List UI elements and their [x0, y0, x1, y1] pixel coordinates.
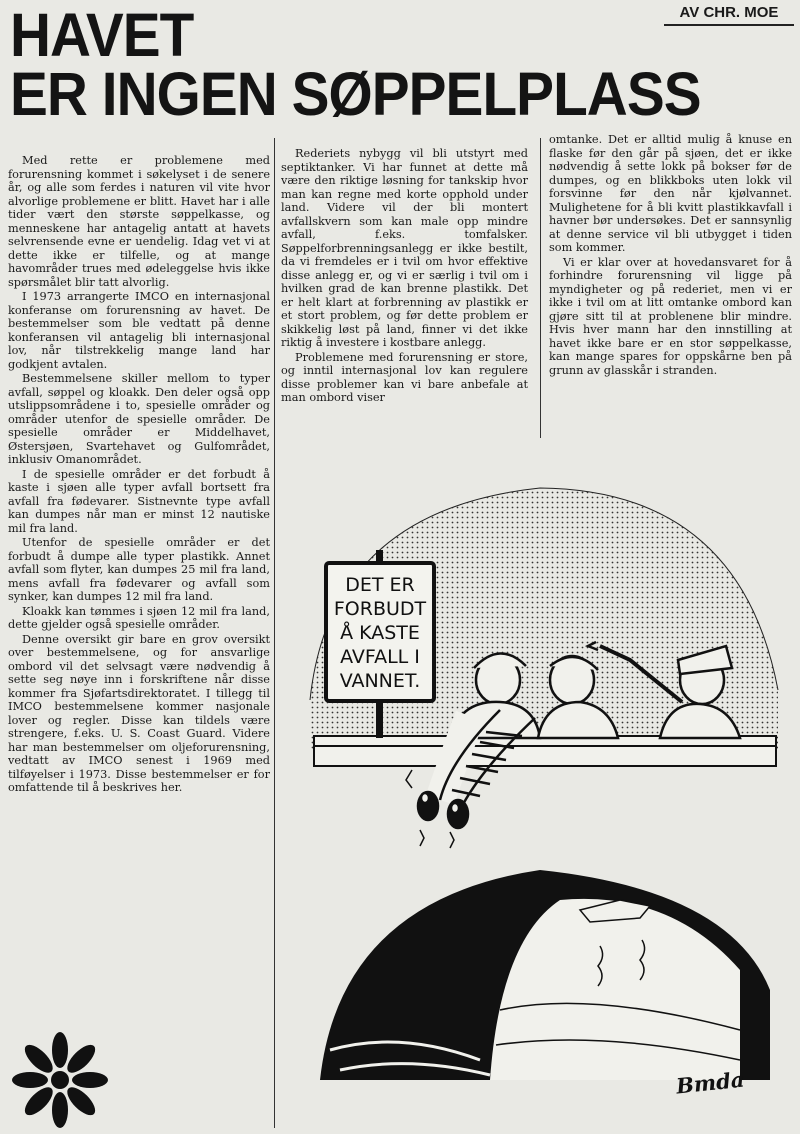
sign-line: FORBUDT	[333, 598, 427, 620]
cartoon-illustration	[300, 470, 790, 1100]
cartoonist-signature: Bmda	[674, 1066, 746, 1099]
sign-line: VANNET.	[339, 670, 421, 692]
sign-line: DET ER	[345, 574, 415, 596]
ship-railing	[314, 736, 776, 766]
headline-line-1: HAVET	[10, 1, 194, 69]
paragraph: omtanke. Det er alltid mulig å knuse en flaske før den går på sjøen, det er ikke nødvendig å sette lokk på bokser før de dumpes, og en blikkboks uten lokk vil forsvinne før den når kjølvannet. Mulighetene for å bli kvitt plastikkavfall i havner bør undersøkes. Det er sannsynlig at denne service vil bli utbygget i tiden som kommer.	[549, 133, 792, 254]
paragraph: Problemene med forurensning er store, og inntil internasjonal lov kan regulere disse problemer kan vi bare anbefale at man ombord viser	[281, 350, 528, 404]
paragraph: Denne oversikt gir bare en grov oversikt over bestemmelsene, og for ansvarlige ombord vil det selvsagt være nødvendig å sette seg nøye inn i forskriftene når disse kommer fra Sjøfartsdirektoratet. I tillegg til IMCO bestemmelsene kommer nasjonale lover og regler. Disse kan tildels være strengere, f.eks. U. S. Coast Guard. Videre har man bestemmelser om oljeforurensning, vedtatt av IMCO senest i 1969 med tilføyelser i 1973. Disse bestemmelser er for omfattende til å beskrives her.	[8, 632, 270, 794]
paragraph: Med rette er problemene med forurensning kommet i søkelyset i de senere år, og alle som ferdes i naturen vil vite hvor alvorlige problemene er blitt. Havet har i alle tider vært den største søppelkasse, og menneskene har antagelig antatt at havets selvrensende evne er uendelig. Idag vet vi at dette ikke er tilfelle, og at mange havområder trues med ødeleggelse hvis ikke spørsmålet blir tatt alvorlig.	[8, 154, 270, 289]
paragraph: I de spesielle områder er det forbudt å kaste i sjøen alle typer avfall bortsett fra avfall fra fødevarer. Sistnevnte type avfall kan dumpes når man er minst 12 nautiske mil fra land.	[8, 467, 270, 535]
ocean-dome	[320, 870, 770, 1080]
paragraph: Kloakk kan tømmes i sjøen 12 mil fra land, dette gjelder også spesielle områder.	[8, 604, 270, 631]
article-column-3	[549, 133, 792, 433]
flower-ornament-icon	[10, 1030, 110, 1130]
sign-line: Å KASTE	[340, 622, 420, 644]
article-headline	[10, 1, 701, 128]
headline-line-2: ER INGEN SØPPELPLASS	[10, 60, 701, 128]
paragraph: Rederiets nybygg vil bli utstyrt med septiktanker. Vi har funnet at dette må være den riktige løsning for tankskip hvor man kan regne med korte opphold under land. Videre vil der bli montert avfallskvern som kan male opp mindre avfall, f.eks. tomfalsker. Søppelforbrenningsanlegg er ikke bestilt, da vi fremdeles er i tvil om hvor effektive disse anlegg er, og vi er særlig i tvil om i hvilken grad de kan brenne plastikk. Det er helt klart at forbrenning av plastikk er et stort problem, og før dette problem er skikkelig løst på land, finner vi det ikke riktig å investere i kostbare anlegg.	[281, 147, 528, 349]
column-divider	[540, 138, 541, 438]
article-column-2	[281, 147, 528, 472]
paragraph: Vi er klar over at hovedansvaret for å forhindre forurensning vil ligge på myndigheter og på rederiet, men vi er ikke i tvil om at litt omtanke ombord kan gjøre sitt til at problenene blir mindre. Hvis hver mann har den innstilling at havet ikke bare er en stor søppelkasse, kan mange spares for oppskårne ben på grunn av glasskår i stranden.	[549, 255, 792, 377]
article-column-1	[8, 154, 270, 944]
paragraph: Utenfor de spesielle områder er det forbudt å dumpe alle typer plastikk. Annet avfall som flyter, kan dumpes 25 mil fra land, mens avfall fra fødevarer og avfall som synker, kan dumpes 12 mil fra land.	[8, 536, 270, 603]
paragraph: I 1973 arrangerte IMCO en internasjonal konferanse om forurensning av havet. De bestemmelser som ble vedtatt på denne konferansen vil antagelig bli internasjonal lov, når tilstrekkelig mange land har godkjent avtalen.	[8, 290, 270, 371]
column-divider	[274, 138, 275, 1128]
author-byline: AV CHR. MOE	[664, 4, 794, 26]
sign-line: AVFALL I	[340, 646, 420, 668]
paragraph: Bestemmelsene skiller mellom to typer avfall, søppel og kloakk. Den deler også opp utslippsområdene i to, spesielle områder og områder utenfor de spesielle områder. De spesielle områder er Middelhavet, Østersjøen, Svartehavet og Gulfområdet, inklusiv Omanområdet.	[8, 372, 270, 466]
